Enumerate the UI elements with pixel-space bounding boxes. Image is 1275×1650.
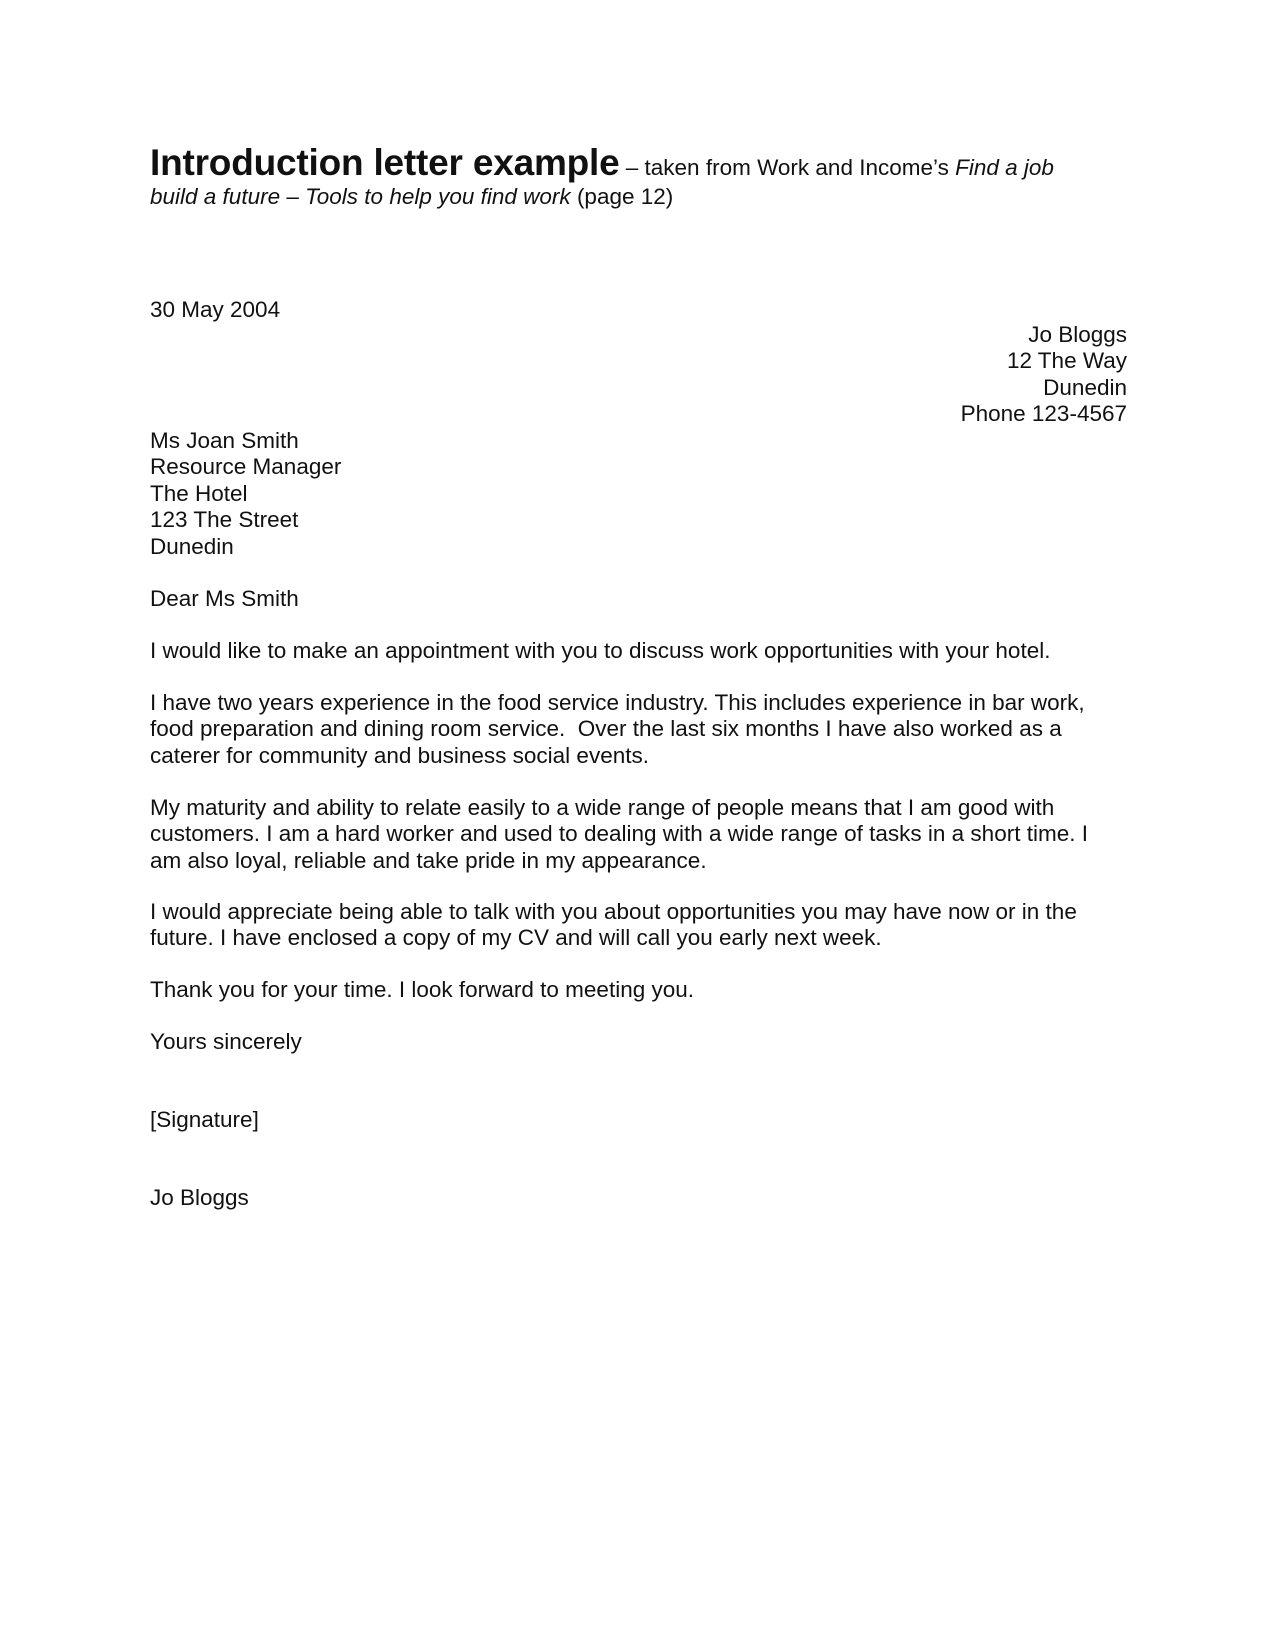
document-heading bbox=[150, 142, 1130, 211]
paragraph-3 bbox=[150, 795, 1130, 874]
source-text: – taken from Work and Income’s bbox=[619, 155, 956, 180]
recipient-title: Resource Manager bbox=[150, 454, 342, 480]
paragraph-line: customers. I am a hard worker and used to dealing with a wide range of tasks in a short time. I bbox=[150, 821, 1088, 847]
recipient-name: Ms Joan Smith bbox=[150, 428, 299, 453]
recipient-street: 123 The Street bbox=[150, 507, 299, 533]
paragraph-4 bbox=[150, 899, 1130, 952]
paragraph-line: future. I have enclosed a copy of my CV and will call you early next week. bbox=[150, 925, 882, 951]
paragraph-line: am also loyal, reliable and take pride in my appearance. bbox=[150, 847, 707, 873]
source-page-ref: (page 12) bbox=[570, 184, 674, 209]
sender-address bbox=[961, 322, 1127, 428]
sender-phone: Phone 123-4567 bbox=[960, 401, 1127, 427]
paragraph-line: food preparation and dining room service. Over the last six months I have also worked as a bbox=[150, 716, 1062, 742]
paragraph-1 bbox=[150, 638, 1130, 664]
sender-city: Dunedin bbox=[1043, 374, 1127, 400]
paragraph-line: caterer for community and business social events. bbox=[150, 742, 649, 768]
document-title: Introduction letter example bbox=[150, 142, 620, 183]
source-italic-title-part1: Find a job bbox=[955, 155, 1054, 180]
paragraph-5 bbox=[150, 977, 1130, 1003]
paragraph-line: I have two years experience in the food service industry. This includes experience in bar work, bbox=[150, 690, 1085, 715]
source-italic-title-part2: build a future – Tools to help you find work bbox=[150, 184, 571, 209]
letter-date: 30 May 2004 bbox=[150, 297, 281, 322]
paragraph-line: Thank you for your time. I look forward to meeting you. bbox=[150, 977, 694, 1002]
recipient-address bbox=[150, 428, 1130, 560]
sender-name: Jo Bloggs bbox=[1028, 322, 1127, 347]
signoff-name: Jo Bloggs bbox=[150, 1185, 249, 1210]
salutation: Dear Ms Smith bbox=[150, 586, 299, 611]
recipient-city: Dunedin bbox=[150, 533, 234, 559]
recipient-company: The Hotel bbox=[150, 480, 248, 506]
signature-placeholder: [Signature] bbox=[150, 1107, 259, 1132]
paragraph-line: I would appreciate being able to talk with you about opportunities you may have now or in the bbox=[150, 899, 1077, 924]
paragraph-line: I would like to make an appointment with you to discuss work opportunities with your hotel. bbox=[150, 638, 1051, 663]
paragraph-line: My maturity and ability to relate easily to a wide range of people means that I am good with bbox=[150, 795, 1055, 820]
closing: Yours sincerely bbox=[150, 1029, 302, 1054]
paragraph-2 bbox=[150, 690, 1130, 769]
sender-street: 12 The Way bbox=[1006, 348, 1127, 374]
